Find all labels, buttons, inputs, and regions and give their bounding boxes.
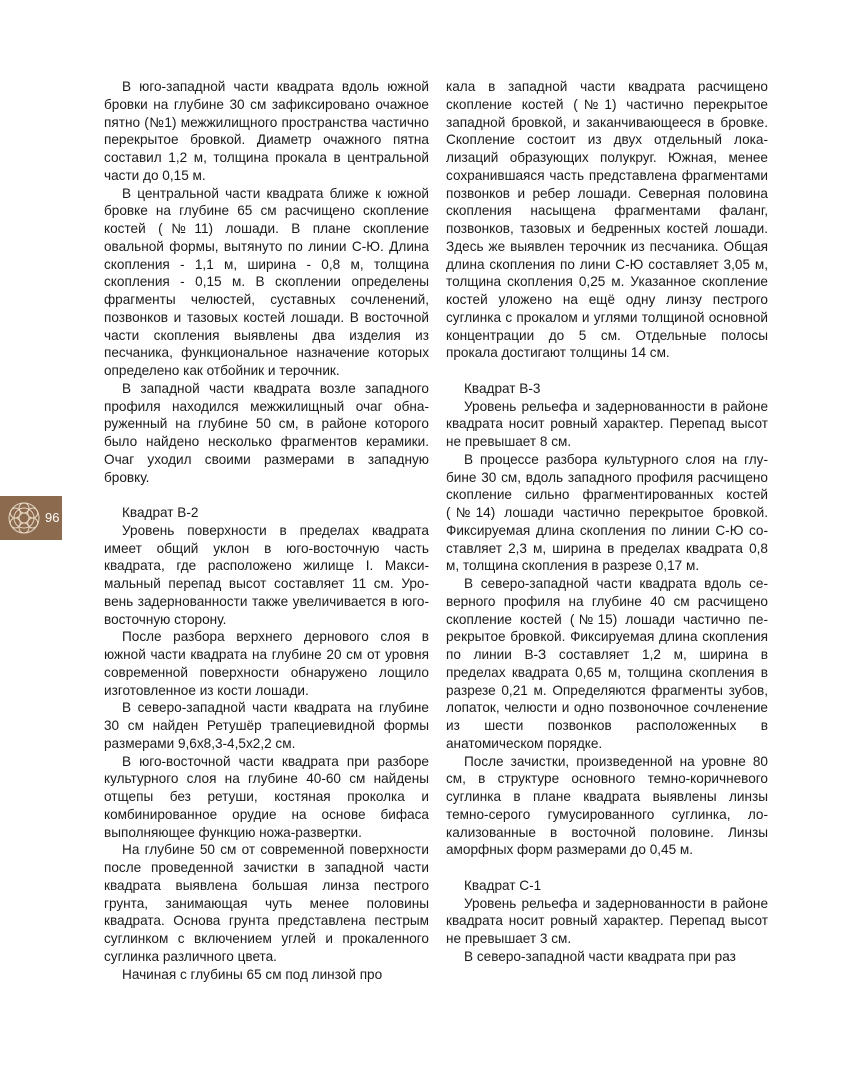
paragraph: В западной части квадрата возле западного профиля находился межжилищный очаг обнаруженный на глубине 50 см, в районе которого было найдено несколько фрагментов керамики. Очаг уходил своими размерами в западную бровку. — [104, 380, 429, 485]
paragraph: В северо-западной части квадрата вдоль северного профиля на глубине 40 см расчищено скопление костей (№15) лошади частично перекрытое бровкой. Фиксируемая длина скопления по линии В-З составляет 1,2 м, ширина в пределах квадрата 0,65 м, толщина скопления в разрезе 0,21 м. Определяются фрагменты зубов, лопаток, челюсти и одно позвоночное сочленение из шести позвонков расположенных в анатомическом порядке. — [446, 576, 768, 751]
paragraph: В процессе разбора культурного слоя на глубине 30 см, вдоль западного профиля расчищено скопление сильно фрагментированных костей (№14) лошади частично перекрытое бровкой. Фиксируемая длина скопления по линии С-Ю составляет 2,3 м, ширина в пределах квадрата 0,8 м, толщина скопления в разрезе 0,17 м. — [446, 451, 768, 574]
paragraph: Уровень рельефа и задернованности в районе квадрата носит ровный характер. Перепад высот не превышает 3 см. — [446, 895, 768, 946]
paragraph: Начиная с глубины 65 см под линзой про — [122, 966, 383, 982]
page-number: 96 — [45, 510, 60, 525]
right-column — [446, 78, 768, 966]
paragraph: На глубине 50 см от современной поверхности после проведенной зачистки в западной части квадрата выявлена большая линза пестрого грунта, занимающая чуть менее половины квадрата. Основа грунта представлена пестрым суглинком с включением углей и прокаленного суглинка различного цвета. — [104, 842, 429, 964]
page-number-tab — [0, 496, 62, 540]
paragraph: После зачистки, произведенной на уровне 80 см, в структуре основного темно-коричневого суглинка в плане квадрата выявлены линзы темно-серого гумусированного суглинка, локализованные в восточной половине. Линзы аморфных форм размерами до 0,45 м. — [446, 753, 768, 858]
section-heading-c1: Квадрат С-1 — [464, 877, 542, 893]
left-column — [104, 78, 429, 983]
paragraph: В центральной части квадрата ближе к южной бровке на глубине 65 см расчищено скопление костей (№11) лошади. В плане скопление овальной формы, вытянуто по линии С-Ю. Длина скопления - 1,1 м, ширина - 0,8 м, толщина скопления - 0,15 м. В скоплении определены фрагменты челюстей, суставных сочленений, позвонков и тазовых костей лошади. В восточной части скопления выявлены два изделия из песчаника, функциональное назначение которых определено как отбойник и терочник. — [104, 185, 429, 378]
paragraph: Уровень рельефа и задернованности в районе квадрата носит ровный характер. Перепад высот не превышает 8 см. — [446, 398, 768, 449]
rosette-ornament-icon — [4, 500, 44, 536]
paragraph: кала в западной части квадрата расчищено скопление костей (№1) частично перекрытое западной бровкой, и заканчивающееся в бровке. Скопление состоит из двух отдельный локализаций образующих полукруг. Южная, менее сохранившаяся часть представлена фрагментами позвонков и ребер лошади. Северная половина скопления насыщена фрагментами фаланг, позвонков, тазовых и бедренных костей лошади. Здесь же выявлен терочник из песчаника. Общая длина скопления по лини С-Ю составляет 3,05 м, толщина скопления 0,25 м. Указанное скопление костей уложено на ещё одну линзу пестрого суглинка с прокалом и углями толщиной основной концентрации до 5 см. Отдельные полосы прокала достигают толщины 14 см. — [446, 79, 768, 361]
paragraph: В северо-западной части квадрата на глубине 30 см найден Ретушёр трапециевидной формы размерами 9,6х8,3-4,5х2,2 см. — [104, 700, 429, 751]
paragraph: После разбора верхнего дернового слоя в южной части квадрата на глубине 20 см от уровня современной поверхности обнаружено лощило изготовленное из кости лошади. — [104, 629, 429, 698]
paragraph: В юго-западной части квадрата вдоль южной бровки на глубине 30 см зафиксировано очажное пятно (№1) межжилищного пространства частично перекрытое бровкой. Диаметр очажного пятна составил 1,2 м, толщина прокала в центральной части до 0,15 м. — [104, 79, 429, 183]
paragraph: В северо-западной части квадрата при раз — [464, 948, 736, 964]
paragraph: В юго-восточной части квадрата при разборе культурного слоя на глубине 40-60 см найдены отщепы без ретуши, костяная проколка и комбинированное орудие на основе бифаса выполняющее функцию ножа-развертки. — [104, 753, 429, 840]
section-heading-b3: Квадрат В-3 — [464, 380, 541, 396]
section-heading-b2: Квадрат В-2 — [122, 505, 199, 520]
paragraph: Уровень поверхности в пределах квадрата имеет общий уклон в юго-восточную часть квадрата, где расположено жилище I. Максимальный перепад высот составляет 11 см. Уровень задернованности также увеличивается в юго-восточную сторону. — [104, 522, 429, 627]
